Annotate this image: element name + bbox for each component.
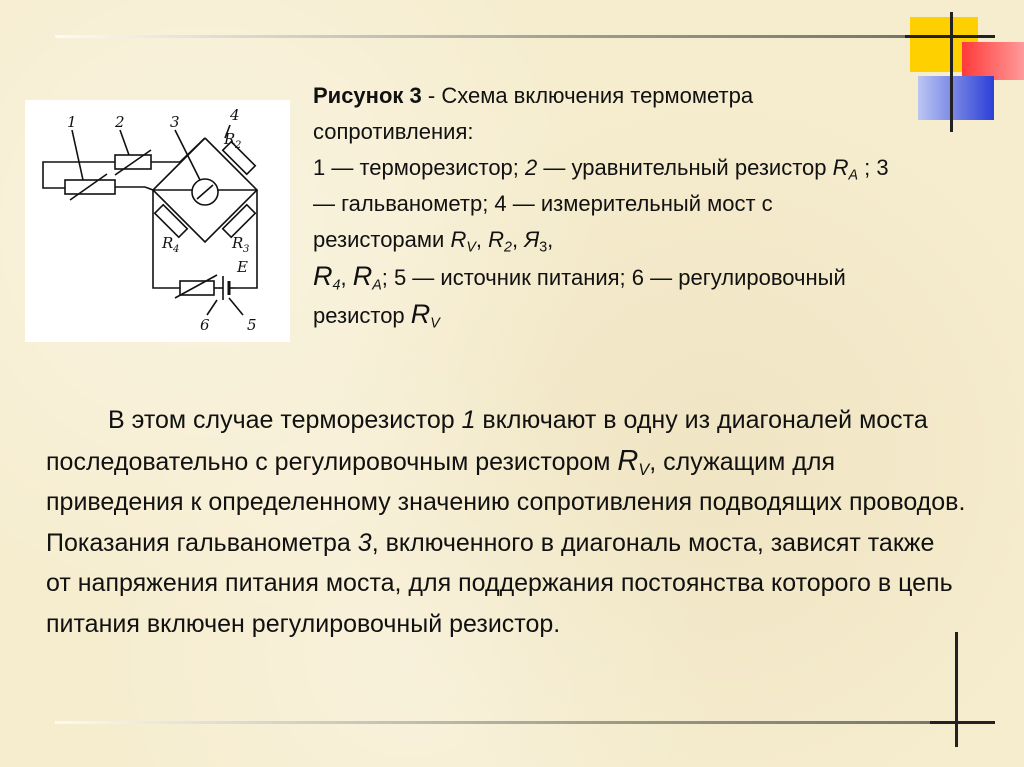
circuit-diagram [25,100,290,342]
label-r3: R [232,234,244,252]
label-2: 2 [115,113,125,131]
decor-red-square [962,42,1024,80]
caption-ra-sub: A [848,167,859,184]
label-r2-sub: 2 [235,140,242,151]
caption-rv-sub: V [466,239,476,256]
body-item-1: 1 [461,406,476,434]
caption-rv2: R [410,299,431,329]
caption-r4-sub: 4 [332,277,341,294]
caption-text-4: ; 3 — гальванометр; 4 — измерительный мост с резисторами [313,155,889,252]
caption-comma-4: , [340,265,353,290]
caption-item-2: 2 [525,155,538,180]
body-text-1: В этом случае терморезистор [108,406,462,434]
label-r2: R [224,130,236,148]
figure-caption [313,78,903,334]
caption-ya-sub: 3 [539,239,548,256]
body-text-3: , служащим для приведения к определенному значению сопротивления подводящих проводов. Показания гальванометра [46,447,966,557]
top-rule [55,35,960,38]
body-rv: R [617,444,639,477]
label-1: 1 [67,113,77,131]
body-item-3: 3 [357,528,372,557]
caption-r4: R [313,261,333,291]
caption-text-2: 1 — терморезистор; [313,155,526,180]
label-r3-sub: 3 [243,244,250,255]
caption-r2-sub: 2 [504,239,512,256]
caption-ra: R [832,155,849,180]
bottom-corner-rule [930,721,995,724]
caption-text-5: ; 5 — источник питания; 6 — регулировочный резистор [313,265,846,328]
label-r4: R [162,234,174,252]
caption-text-3: — уравнительный резистор [537,155,833,180]
caption-comma-2: , [511,227,525,252]
caption-comma-1: , [475,227,489,252]
caption-rv2-sub: V [430,315,440,332]
body-paragraph [46,400,966,644]
caption-ya: Я [524,227,540,252]
label-e: E [237,258,248,276]
caption-r2: R [488,227,504,252]
label-6: 6 [200,316,210,334]
caption-rv: R [450,227,467,252]
top-corner-vertical-rule [950,12,953,132]
label-5: 5 [247,316,257,334]
caption-text-1: - Схема включения термометра сопротивления: [313,83,754,144]
label-r4-sub: 4 [173,244,180,255]
caption-comma-3: , [547,227,554,252]
caption-ra2-sub: A [372,277,382,294]
body-text-2: включают в одну из диагоналей моста последовательно с регулировочным резистором [46,406,928,476]
body-rv-sub: V [638,460,650,479]
caption-ra2: R [352,261,373,291]
decor-blue-square [918,76,994,120]
bottom-corner-vertical-rule [955,632,958,747]
body-text-4: , включенного в диагональ моста, зависят также от напряжения питания моста, для поддержания постоянства которого в цепь питания включен регулировочный резистор. [46,528,953,638]
label-3: 3 [170,113,180,131]
bottom-rule [55,721,995,724]
caption-title: Рисунок 3 [313,83,422,108]
label-4: 4 [230,106,240,124]
